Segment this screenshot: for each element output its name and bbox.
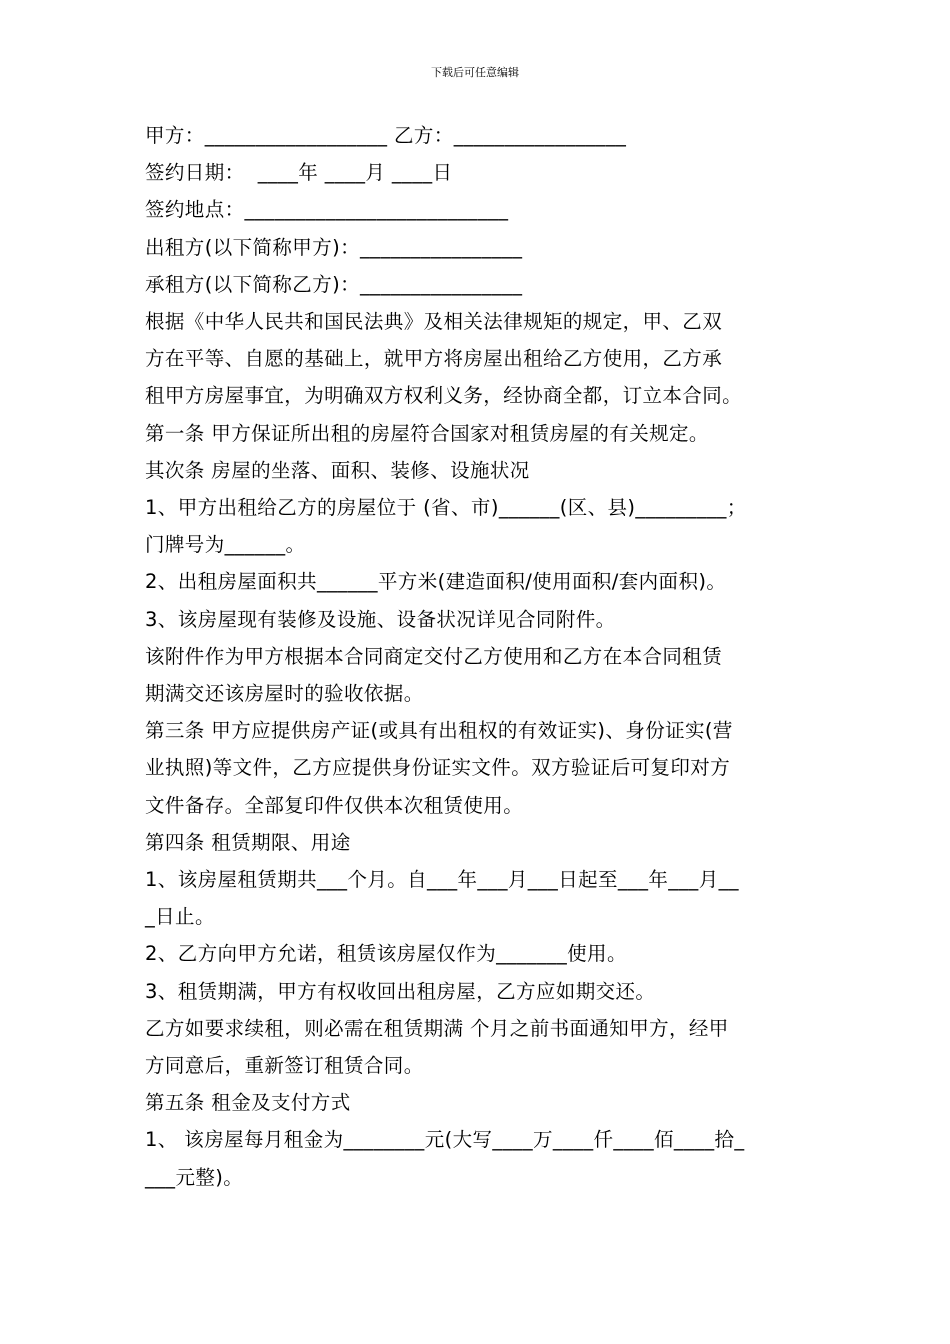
renewal-note-line: 方同意后，重新签订租赁合同。	[145, 1054, 424, 1078]
lessee-line: 承租方(以下简称乙方)：________________	[145, 272, 523, 296]
article-4-item-1-cont: _日止。	[145, 905, 215, 929]
article-2-item-1: 1、甲方出租给乙方的房屋位于 (省、市)______(区、县)_________；	[145, 496, 747, 520]
appendix-note-line: 该附件作为甲方根据本合同商定交付乙方使用和乙方在本合同租赁	[145, 644, 723, 668]
article-2-item-2: 2、出租房屋面积共______平方米(建造面积/使用面积/套内面积)。	[145, 570, 727, 594]
article-3-line: 业执照)等文件，乙方应提供身份证实文件。双方验证后可复印对方	[145, 756, 731, 780]
article-5-heading: 第五条 租金及支付方式	[145, 1091, 351, 1115]
contract-body	[145, 117, 813, 1196]
lessor-line: 出租方(以下简称甲方)：________________	[145, 235, 523, 259]
article-2-item-3: 3、该房屋现有装修及设施、设备状况详见合同附件。	[145, 607, 616, 631]
article-4-heading: 第四条 租赁期限、用途	[145, 830, 351, 854]
article-2-heading: 其次条 房屋的坐落、面积、装修、设施状况	[145, 458, 530, 482]
preamble-line: 根据《中华人民共和国民法典》及相关法律规矩的规定，甲、乙双	[145, 310, 723, 334]
article-4-item-2: 2、乙方向甲方允诺，租赁该房屋仅作为_______使用。	[145, 942, 627, 966]
article-3-line: 文件备存。全部复印件仅供本次租赁使用。	[145, 793, 524, 817]
preamble-line: 方在平等、自愿的基础上，就甲方将房屋出租给乙方使用，乙方承	[145, 347, 723, 371]
article-5-item-1: 1、 该房屋每月租金为________元(大写____万____仟____佰____拾_	[145, 1128, 745, 1152]
preamble-line: 租甲方房屋事宜，为明确双方权利义务，经协商全都，订立本合同。	[145, 384, 743, 408]
party-names-line: 甲方：__________________ 乙方：_________________	[145, 124, 627, 147]
signing-date-line: 签约日期： ____年 ____月 ____日	[145, 161, 453, 185]
article-2-item-1-cont: 门牌号为______。	[145, 533, 306, 557]
article-5-item-1-cont: ___元整)。	[145, 1165, 244, 1189]
signing-place-line: 签约地点：__________________________	[145, 198, 509, 222]
renewal-note-line: 乙方如要求续租，则必需在租赁期满 个月之前书面通知甲方，经甲	[145, 1016, 729, 1040]
article-4-item-1: 1、该房屋租赁期共___个月。自___年___月___日起至___年___月__	[145, 868, 739, 892]
article-4-item-3: 3、租赁期满，甲方有权收回出租房屋，乙方应如期交还。	[145, 979, 656, 1003]
page-header: 下载后可任意编辑	[431, 66, 519, 79]
article-3-line: 第三条 甲方应提供房产证(或具有出租权的有效证实)、身份证实(营	[145, 719, 733, 743]
appendix-note-line: 期满交还该房屋时的验收依据。	[145, 682, 424, 706]
article-1-heading: 第一条 甲方保证所出租的房屋符合国家对租赁房屋的有关规定。	[145, 421, 709, 445]
